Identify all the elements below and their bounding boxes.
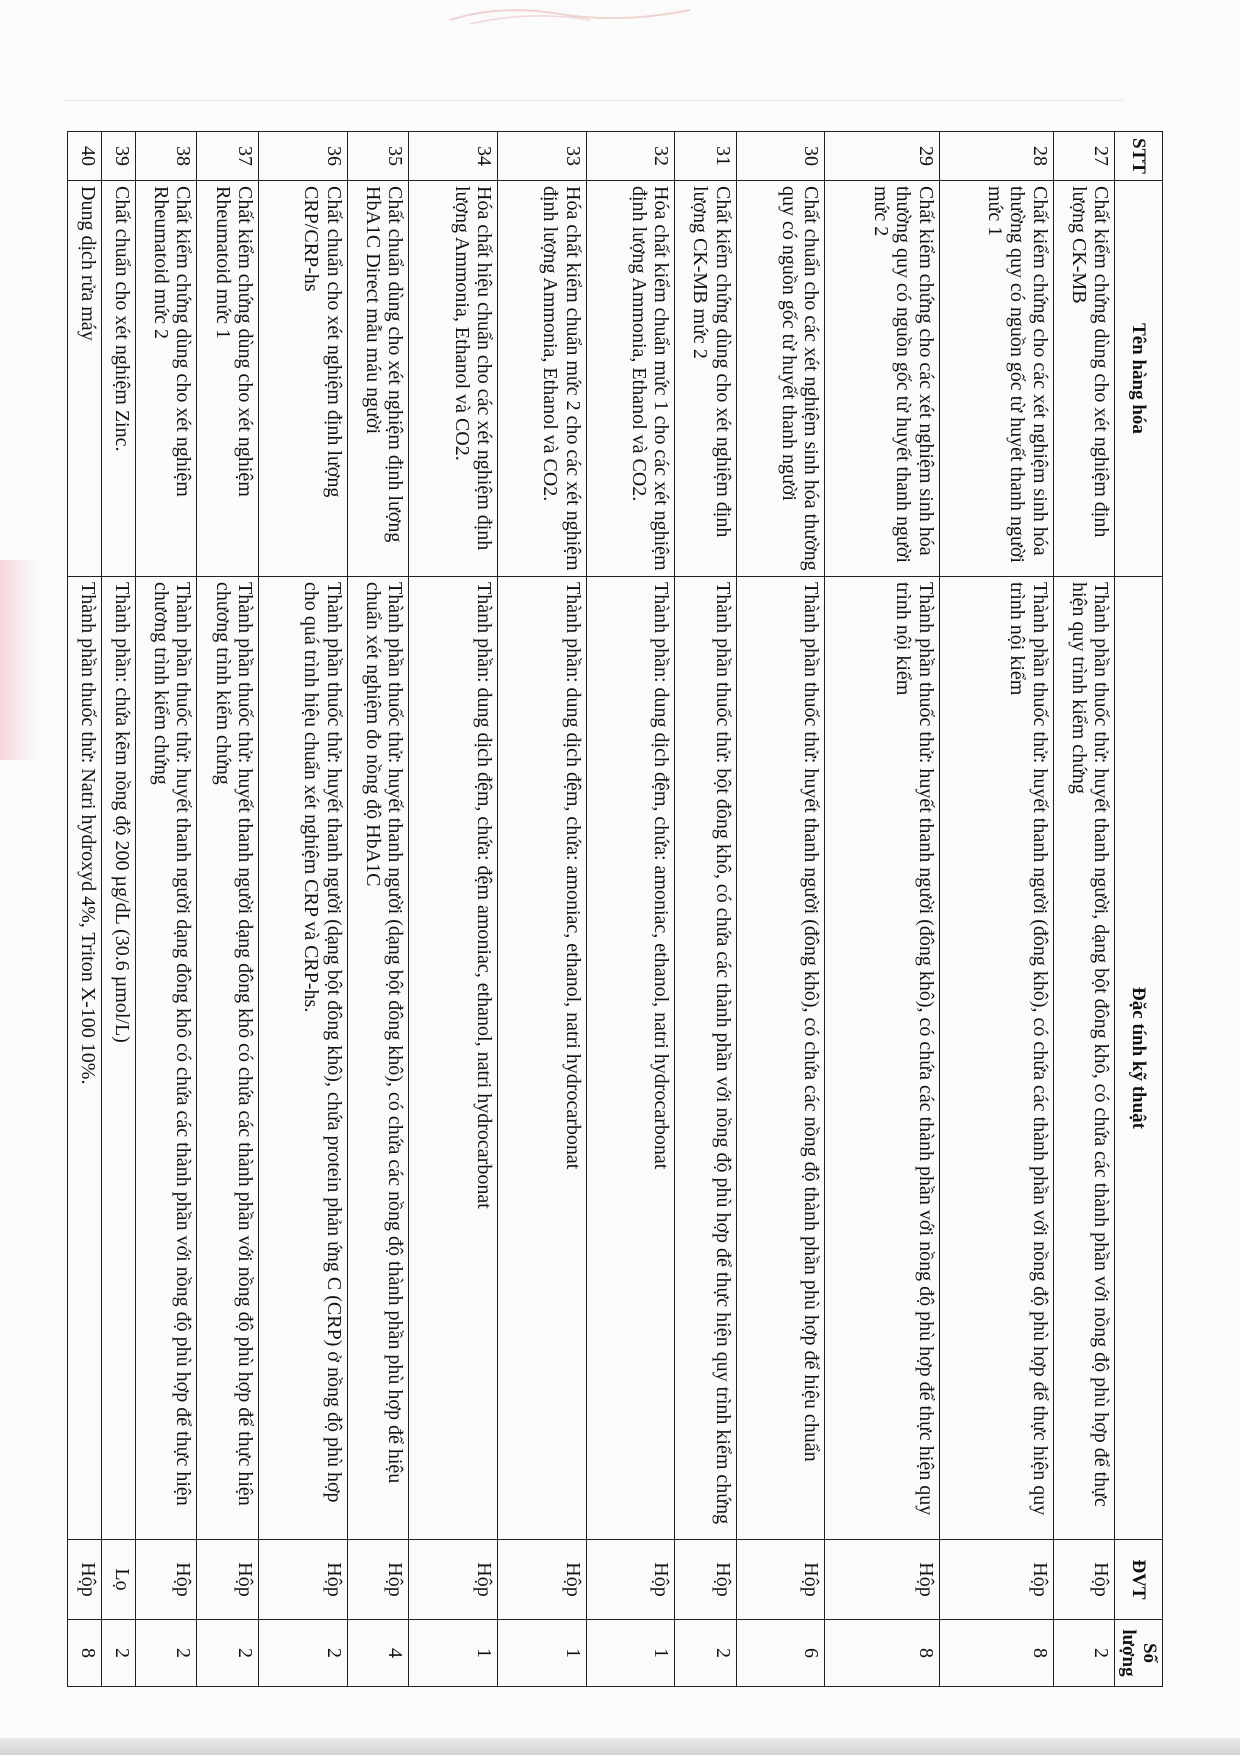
cell-stt: 34 [409, 132, 498, 181]
cell-stt: 36 [259, 132, 348, 181]
cell-spec: Thành phần thuốc thử: huyết thanh người dạng đông khô có chứa các thành phần với nồng độ phù hợp để thực hiện chương trình kiểm chứng [135, 577, 197, 1540]
table-row [497, 132, 586, 1687]
cell-unit: Hộp [825, 1540, 939, 1620]
table-row [825, 132, 939, 1687]
cell-unit: Hộp [586, 1540, 675, 1620]
pink-smudge [0, 560, 40, 760]
cell-stt: 37 [197, 132, 259, 181]
cell-name: Hóa chất kiểm chuẩn mức 2 cho các xét nghiệm định lượng Ammonia, Ethanol và CO2. [497, 181, 586, 577]
cell-spec: Thành phần thuốc thử: huyết thanh người dạng đông khô có chứa các thành phần với nồng độ phù hợp để thực hiện chương trình kiểm chứng [197, 577, 259, 1540]
cell-qty: 2 [675, 1620, 737, 1687]
cell-spec: Thành phần thuốc thử: Natri hydroxyd 4%, Triton X-100 10%. [68, 577, 102, 1540]
cell-name: Chất chuẩn cho các xét nghiệm sinh hóa thường quy có nguồn gốc từ huyết thanh người [736, 181, 825, 577]
cell-stt: 32 [586, 132, 675, 181]
cell-unit: Hộp [347, 1540, 409, 1620]
table-row [347, 132, 409, 1687]
table-row [68, 132, 102, 1687]
cell-stt: 40 [68, 132, 102, 181]
table-row [135, 132, 197, 1687]
cell-spec: Thành phần: dung dịch đệm, chứa: amoniac, ethanol, natri hydrocarbonat [497, 577, 586, 1540]
cell-qty: 1 [586, 1620, 675, 1687]
rotated-table-container [67, 131, 1163, 1686]
cell-qty: 8 [825, 1620, 939, 1687]
faint-bleed-through [64, 100, 1124, 111]
cell-spec: Thành phần thuốc thử: bột đông khô, có chứa các thành phần với nồng độ phù hợp để thực hiện quy trình kiểm chứng [675, 577, 737, 1540]
cell-unit: Hộp [409, 1540, 498, 1620]
scan-bottom-edge [0, 1738, 1240, 1755]
cell-spec: Thành phần thuốc thử: huyết thanh người (đông khô), có chứa các thành phần với nồng độ phù hợp để thực hiện quy trình nội kiểm [939, 577, 1053, 1540]
cell-unit: Hộp [675, 1540, 737, 1620]
cell-stt: 33 [497, 132, 586, 181]
cell-qty: 6 [736, 1620, 825, 1687]
header-stt: STT [1115, 132, 1163, 181]
table-row [939, 132, 1053, 1687]
cell-unit: Hộp [497, 1540, 586, 1620]
cell-unit: Hộp [135, 1540, 197, 1620]
cell-name: Chất kiểm chứng dùng cho xét nghiệm định lượng CK-MB mức 2 [675, 181, 737, 577]
cell-stt: 29 [825, 132, 939, 181]
cell-stt: 31 [675, 132, 737, 181]
cell-name: Chất chuẩn cho xét nghiệm Zinc. [101, 181, 135, 577]
cell-unit: Lọ [101, 1540, 135, 1620]
cell-qty: 1 [409, 1620, 498, 1687]
cell-qty: 2 [197, 1620, 259, 1687]
cell-spec: Thành phần: chứa kẽm nồng độ 200 µg/dL (30.6 µmol/L) [101, 577, 135, 1540]
cell-stt: 35 [347, 132, 409, 181]
cell-name: Chất kiểm chứng dùng cho xét nghiệm Rheumatoid mức 1 [197, 181, 259, 577]
cell-stt: 27 [1053, 132, 1115, 181]
cell-qty: 2 [135, 1620, 197, 1687]
cell-qty: 2 [1053, 1620, 1115, 1687]
table-row [586, 132, 675, 1687]
cell-unit: Hộp [939, 1540, 1053, 1620]
cell-name: Chất chuẩn dùng cho xét nghiệm định lượng HbA1C Direct mẫu máu người [347, 181, 409, 577]
cell-qty: 4 [347, 1620, 409, 1687]
cell-name: Chất chuẩn cho xét nghiệm định lượng CRP/CRP-hs [259, 181, 348, 577]
cell-name: Hóa chất kiểm chuẩn mức 1 cho các xét nghiệm định lượng Ammonia, Ethanol và CO2. [586, 181, 675, 577]
cell-qty: 8 [68, 1620, 102, 1687]
cell-name: Chất kiểm chứng cho các xét nghiệm sinh hóa thường quy có nguồn gốc từ huyết thanh người mức 2 [825, 181, 939, 577]
header-qty: Số lượng [1115, 1620, 1163, 1687]
cell-unit: Hộp [1053, 1540, 1115, 1620]
cell-unit: Hộp [68, 1540, 102, 1620]
table-row [736, 132, 825, 1687]
table-header-row [1115, 132, 1163, 1687]
cell-stt: 38 [135, 132, 197, 181]
table-row [409, 132, 498, 1687]
cell-qty: 2 [259, 1620, 348, 1687]
cell-spec: Thành phần thuốc thử: huyết thanh người (đông khô), có chứa các thành phần với nồng độ phù hợp để thực hiện quy trình nội kiểm [825, 577, 939, 1540]
cell-stt: 39 [101, 132, 135, 181]
header-unit: ĐVT [1115, 1540, 1163, 1620]
goods-spec-table [67, 131, 1163, 1687]
cell-unit: Hộp [197, 1540, 259, 1620]
cell-name: Hóa chất hiệu chuẩn cho các xét nghiệm định lượng Ammonia, Ethanol và CO2. [409, 181, 498, 577]
cell-spec: Thành phần thuốc thử: huyết thanh người (dạng bột đông khô), có chứa các nồng độ thành phần phù hợp để hiệu chuẩn xét nghiệm đo nồng độ HbA1C [347, 577, 409, 1540]
cell-stt: 30 [736, 132, 825, 181]
cell-qty: 2 [101, 1620, 135, 1687]
cell-spec: Thành phần thuốc thử: huyết thanh người (đông khô), có chứa các nồng độ thành phần phù hợp để hiệu chuẩn [736, 577, 825, 1540]
cell-name: Chất kiểm chứng dùng cho xét nghiệm Rheumatoid mức 2 [135, 181, 197, 577]
cell-stt: 28 [939, 132, 1053, 181]
cell-qty: 8 [939, 1620, 1053, 1687]
table-row [1053, 132, 1115, 1687]
cell-spec: Thành phần: dung dịch đệm, chứa: amoniac, ethanol, natri hydrocarbonat [586, 577, 675, 1540]
table-row [675, 132, 737, 1687]
cell-qty: 1 [497, 1620, 586, 1687]
header-name: Tên hàng hóa [1115, 181, 1163, 577]
cell-unit: Hộp [736, 1540, 825, 1620]
cell-spec: Thành phần thuốc thử: huyết thanh người, dạng bột đông khô, có chứa các thành phần với nồng độ phù hợp để thực hiện quy trình kiểm chứng [1053, 577, 1115, 1540]
faded-stamp-mark [440, 0, 700, 26]
header-spec: Đặc tính kỹ thuật [1115, 577, 1163, 1540]
table-row [259, 132, 348, 1687]
cell-name: Chất kiểm chứng dùng cho xét nghiệm định lượng CK-MB [1053, 181, 1115, 577]
cell-unit: Hộp [259, 1540, 348, 1620]
cell-spec: Thành phần thuốc thử: huyết thanh người (dạng bột đông khô), chứa protein phản ứng C (CRP) ở nồng độ phù hợp cho quá trình hiệu chuẩn xét nghiệm CRP và CRP-hs. [259, 577, 348, 1540]
cell-name: Dung dịch rửa máy [68, 181, 102, 577]
table-row [101, 132, 135, 1687]
table-row [197, 132, 259, 1687]
cell-name: Chất kiểm chứng cho các xét nghiệm sinh hóa thường quy có nguồn gốc từ huyết thanh người mức 1 [939, 181, 1053, 577]
cell-spec: Thành phần: dung dịch đệm, chứa: đệm amoniac, ethanol, natri hydrocarbonat [409, 577, 498, 1540]
